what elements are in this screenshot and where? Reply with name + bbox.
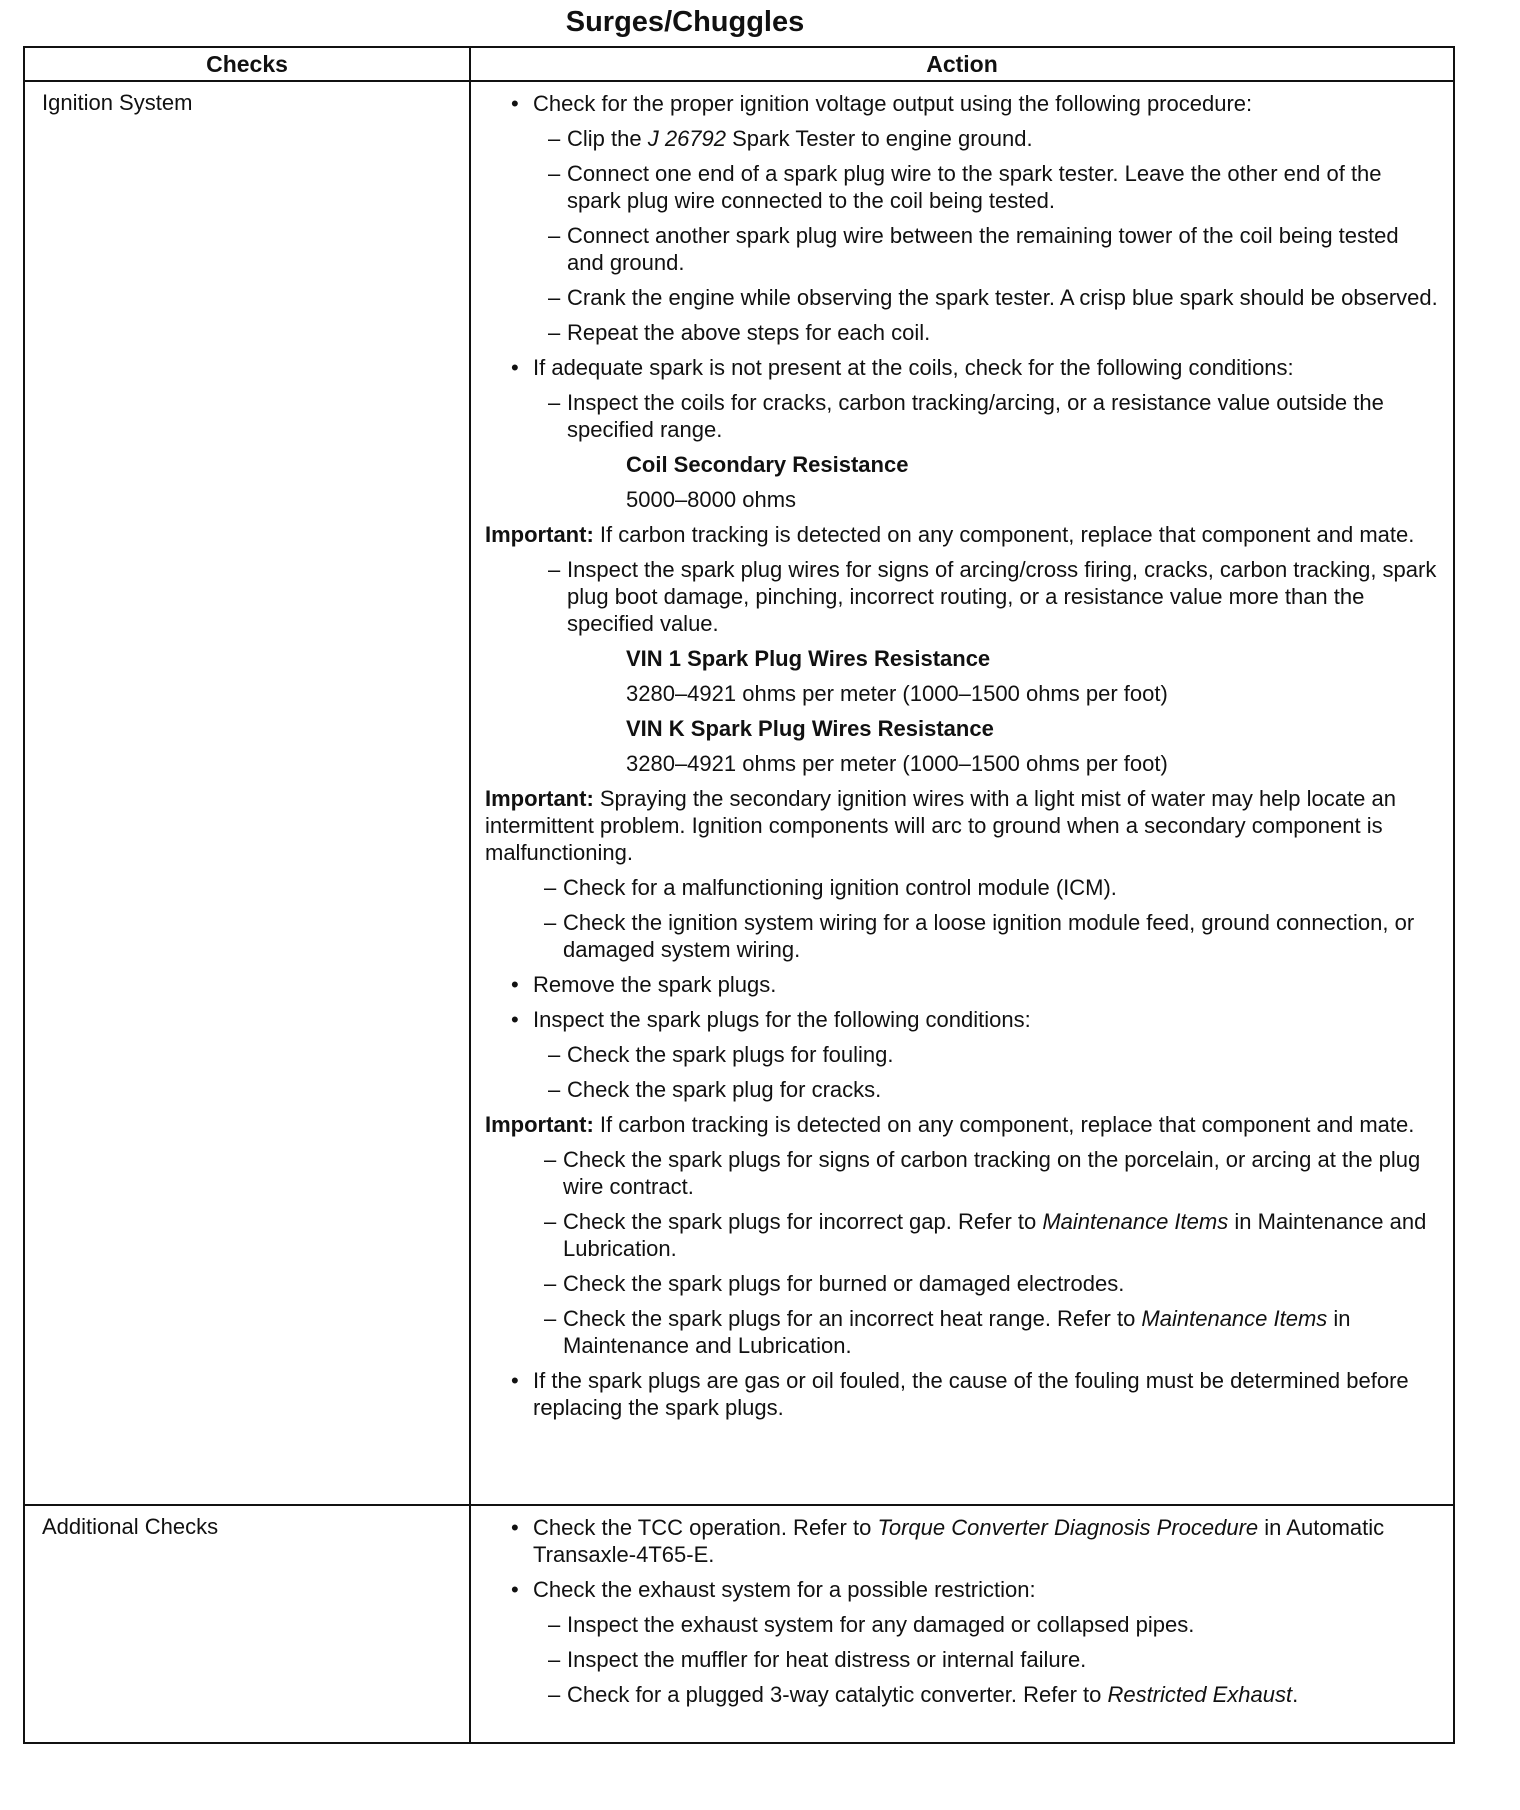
action-subitem: – Crank the engine while observing the spark tester. A crisp blue spark should be observed. [485,284,1439,311]
table-header-row [24,47,1454,81]
action-subitem: – Check the ignition system wiring for a loose ignition module feed, ground connection, or damaged system wiring. [485,909,1439,963]
spec-value: 3280–4921 ohms per meter (1000–1500 ohms per foot) [626,751,1168,776]
action-subitem: – Inspect the muffler for heat distress or internal failure. [485,1646,1439,1673]
action-item: • Check the exhaust system for a possible restriction: [485,1576,1439,1603]
action-subitem: – Check the spark plugs for burned or damaged electrodes. [485,1270,1439,1297]
action-item: • If the spark plugs are gas or oil fouled, the cause of the fouling must be determined before replacing the spark plugs. [485,1367,1439,1421]
important-note: Important: Spraying the secondary ignition wires with a light mist of water may help locate an intermittent problem. Ignition components will arc to ground when a secondary component is malfunctioning. [485,786,1396,865]
action-cell [470,1505,1454,1743]
action-item: • Inspect the spark plugs for the following conditions: [485,1006,1439,1033]
action-subitem: – Inspect the coils for cracks, carbon tracking/arcing, or a resistance value outside the specified range. [485,389,1439,443]
action-subitem: – Check the spark plugs for signs of carbon tracking on the porcelain, or arcing at the plug wire contract. [485,1146,1439,1200]
diagnosis-table [23,46,1455,1744]
action-cell [470,81,1454,1505]
table-row [24,1505,1454,1743]
page-title: Surges/Chuggles [565,6,805,38]
action-item: • Remove the spark plugs. [485,971,1439,998]
table-row [24,81,1454,1505]
checks-column-header: Checks [24,47,470,81]
action-subitem: – Connect another spark plug wire between the remaining tower of the coil being tested and ground. [485,222,1439,276]
action-item: • If adequate spark is not present at the coils, check for the following conditions: [485,354,1439,381]
important-note: Important: If carbon tracking is detected on any component, replace that component and mate. [485,522,1415,547]
action-subitem: – Check the spark plugs for fouling. [485,1041,1439,1068]
action-subitem: – Check for a plugged 3-way catalytic converter. Refer to Restricted Exhaust. [485,1681,1439,1708]
spec-value: 5000–8000 ohms [626,487,797,512]
action-subitem: – Clip the J 26792 Spark Tester to engine ground. [485,125,1439,152]
action-subitem: – Repeat the above steps for each coil. [485,319,1439,346]
action-subitem: – Check the spark plugs for an incorrect heat range. Refer to Maintenance Items in Maintenance and Lubrication. [485,1305,1439,1359]
action-subitem: – Inspect the exhaust system for any damaged or collapsed pipes. [485,1611,1439,1638]
spec-heading: VIN 1 Spark Plug Wires Resistance [626,646,991,671]
action-subitem: – Connect one end of a spark plug wire to the spark tester. Leave the other end of the spark plug wire connected to the coil being tested. [485,160,1439,214]
action-subitem: – Check the spark plugs for incorrect gap. Refer to Maintenance Items in Maintenance and Lubrication. [485,1208,1439,1262]
important-note: Important: If carbon tracking is detected on any component, replace that component and mate. [485,1112,1415,1137]
action-subitem: – Check the spark plug for cracks. [485,1076,1439,1103]
check-cell: Ignition System [24,81,470,1505]
spec-value: 3280–4921 ohms per meter (1000–1500 ohms per foot) [626,681,1168,706]
spec-heading: VIN K Spark Plug Wires Resistance [626,716,994,741]
action-column-header: Action [470,47,1454,81]
spec-heading: Coil Secondary Resistance [626,452,909,477]
action-subitem: – Check for a malfunctioning ignition control module (ICM). [485,874,1439,901]
check-cell: Additional Checks [24,1505,470,1743]
action-item: • Check the TCC operation. Refer to Torque Converter Diagnosis Procedure in Automatic Transaxle-4T65-E. [485,1514,1439,1568]
action-item: • Check for the proper ignition voltage output using the following procedure: [485,90,1439,117]
action-subitem: – Inspect the spark plug wires for signs of arcing/cross firing, cracks, carbon tracking, spark plug boot damage, pinching, incorrect routing, or a resistance value more than the specified value. [485,556,1439,637]
